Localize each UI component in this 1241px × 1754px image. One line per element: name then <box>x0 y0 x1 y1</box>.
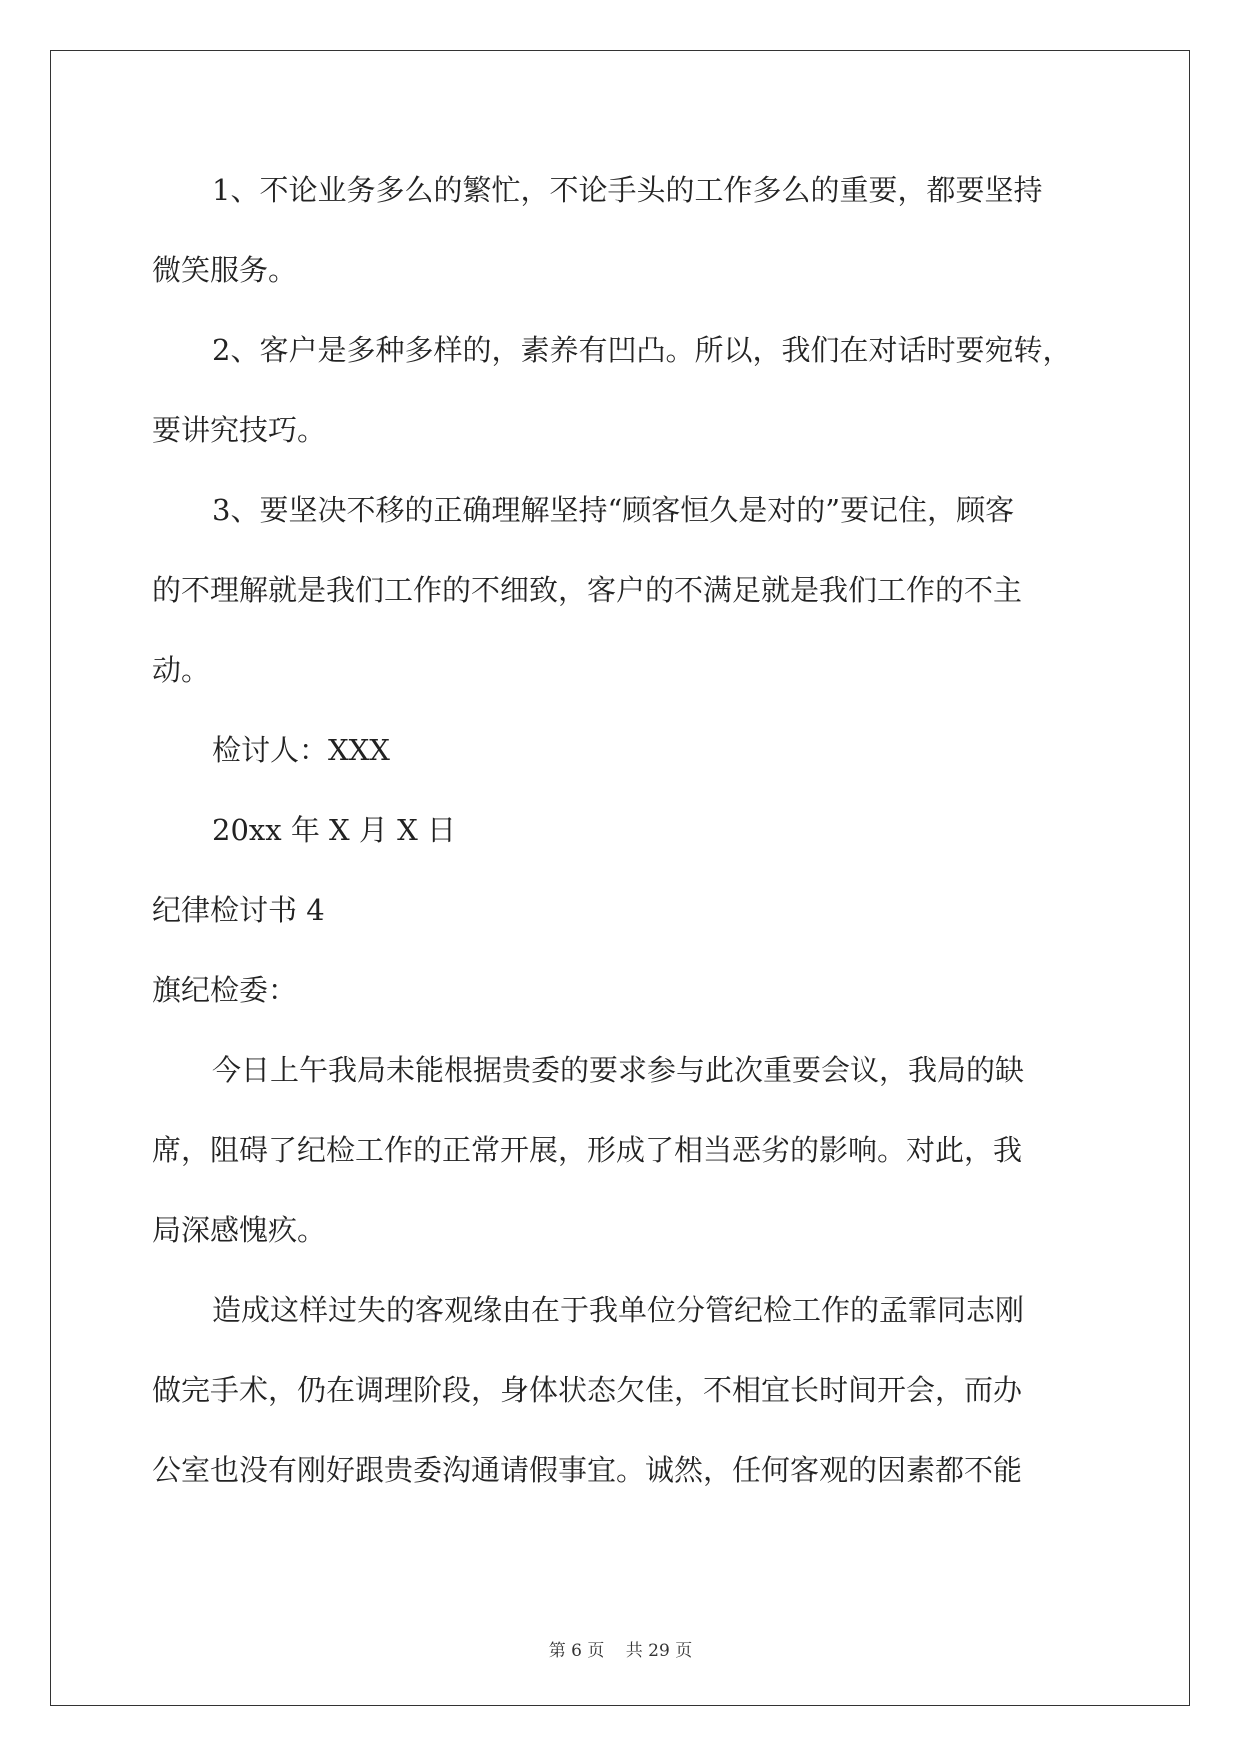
text-line: 要讲究技巧。 <box>152 413 327 447</box>
text-line: 造成这样过失的客观缘由在于我单位分管纪检工作的孟霏同志刚 <box>212 1293 1025 1327</box>
date-line: 20xx 年 X 月 X 日 <box>212 813 456 847</box>
text-line: 今日上午我局未能根据贵委的要求参与此次重要会议，我局的缺 <box>212 1053 1025 1087</box>
text-line: 的不理解就是我们工作的不细致，客户的不满足就是我们工作的不主 <box>152 573 1023 607</box>
text-line: 局深感愧疚。 <box>152 1213 327 1247</box>
total-pages-label: 共 29 页 <box>625 1641 693 1661</box>
text-line: 席，阻碍了纪检工作的正常开展，形成了相当恶劣的影响。对此，我 <box>152 1133 1023 1167</box>
text-line: 3、要坚决不移的正确理解坚持“顾客恒久是对的”要记住，顾客 <box>212 493 1015 527</box>
text-line: 2、客户是多种多样的，素养有凹凸。所以，我们在对话时要宛转， <box>212 333 1072 367</box>
page-footer <box>0 1636 1241 1661</box>
text-line: 1、不论业务多么的繁忙，不论手头的工作多么的重要，都要坚持 <box>212 173 1043 207</box>
signature-line: 检讨人：XXX <box>212 733 390 767</box>
text-line: 微笑服务。 <box>152 253 298 287</box>
section-title: 纪律检讨书 4 <box>152 893 325 927</box>
text-line: 动。 <box>152 653 211 687</box>
salutation: 旗纪检委： <box>152 973 298 1007</box>
text-line: 公室也没有刚好跟贵委沟通请假事宜。诚然，任何客观的因素都不能 <box>152 1453 1023 1487</box>
text-line: 做完手术，仍在调理阶段，身体状态欠佳，不相宜长时间开会，而办 <box>152 1373 1023 1407</box>
current-page-label: 第 6 页 <box>548 1641 605 1661</box>
